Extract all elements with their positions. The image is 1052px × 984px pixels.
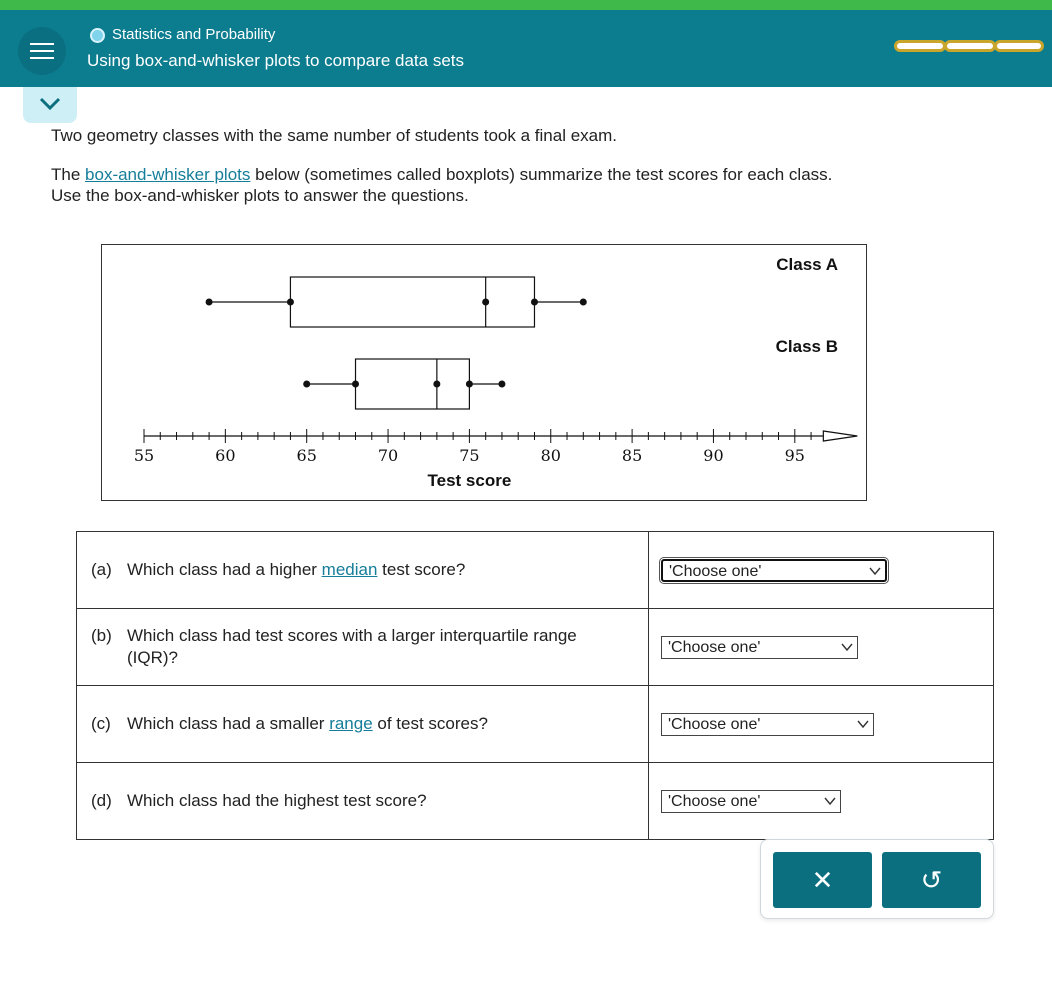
- answer-select-value: 'Choose one': [668, 792, 761, 810]
- term-link[interactable]: range: [329, 714, 373, 733]
- q3-point: [466, 381, 473, 388]
- answer-select-value: 'Choose one': [668, 638, 761, 656]
- intro-text: Two geometry classes with the same number of students took a final exam.: [51, 126, 617, 145]
- x-axis-title: Test score: [427, 471, 512, 490]
- answer-cell: [649, 532, 994, 609]
- instructions-text: [51, 164, 931, 206]
- tick-label: 60: [215, 446, 236, 465]
- median-point: [482, 299, 489, 306]
- clear-button[interactable]: [773, 852, 872, 908]
- tick-label: 95: [784, 446, 805, 465]
- series-label: Class A: [776, 255, 838, 274]
- term-link[interactable]: median: [321, 560, 378, 579]
- hamburger-icon-line: [30, 50, 54, 52]
- header-bar: [0, 10, 1052, 87]
- progress-segment: [944, 40, 996, 52]
- axis-arrow: [823, 431, 857, 441]
- max-point: [498, 381, 505, 388]
- q1-point: [287, 299, 294, 306]
- question-text-pre: Which class had a higher: [127, 560, 322, 579]
- intro-prefix: The: [51, 165, 86, 184]
- reset-button[interactable]: [882, 852, 981, 908]
- progress-segment: [994, 40, 1044, 52]
- close-icon: ✕: [811, 865, 834, 895]
- min-point: [303, 381, 310, 388]
- question-cell: [77, 609, 649, 686]
- question-text-pre: Which class had the highest test score?: [127, 791, 427, 810]
- answer-select[interactable]: [661, 559, 887, 582]
- question-row: [77, 609, 994, 686]
- series-label: Class B: [775, 337, 838, 356]
- question-text-post: test score?: [377, 560, 466, 579]
- question-letter: (d): [91, 791, 112, 810]
- boxplot-svg: [102, 245, 868, 502]
- question-text: [127, 790, 617, 812]
- collapse-toggle[interactable]: [23, 87, 77, 123]
- question-cell: [77, 532, 649, 609]
- chevron-down-icon: [39, 97, 61, 111]
- answer-cell: [649, 763, 994, 840]
- question-text-pre: Which class had a smaller: [127, 714, 330, 733]
- answer-select-value: 'Choose one': [669, 562, 762, 580]
- question-cell: [77, 686, 649, 763]
- question-letter: (c): [91, 714, 111, 733]
- tick-label: 85: [621, 446, 643, 465]
- menu-button[interactable]: [18, 27, 66, 75]
- boxplot-link[interactable]: box-and-whisker plots: [85, 165, 251, 184]
- hamburger-icon: [30, 43, 54, 45]
- chevron-down-icon: [869, 567, 881, 576]
- circle-icon: [90, 28, 105, 43]
- question-text: [127, 559, 617, 581]
- answer-cell: [649, 609, 994, 686]
- tick-label: 55: [133, 446, 155, 465]
- top-accent-stripe: [0, 0, 1052, 10]
- q1-point: [352, 381, 359, 388]
- q3-point: [531, 299, 538, 306]
- question-letter: (a): [91, 560, 112, 579]
- boxplot-chart: [101, 244, 867, 501]
- tick-label: 80: [540, 446, 561, 465]
- subject-title: Statistics and Probability: [112, 26, 276, 43]
- answer-select-value: 'Choose one': [668, 715, 761, 733]
- question-letter: (b): [91, 626, 112, 645]
- question-row: [77, 532, 994, 609]
- question-row: [77, 763, 994, 840]
- progress-segment: [894, 40, 946, 52]
- iqr-box: [290, 277, 534, 327]
- tick-label: 65: [296, 446, 317, 465]
- tick-label: 75: [459, 446, 480, 465]
- hamburger-icon-line: [30, 57, 54, 59]
- answer-cell: [649, 686, 994, 763]
- answer-select[interactable]: [661, 790, 841, 813]
- answer-select[interactable]: [661, 636, 858, 659]
- tick-label: 70: [377, 446, 399, 465]
- chevron-down-icon: [841, 643, 853, 652]
- intro-suffix: below (sometimes called boxplots) summarize the test scores for each class.: [250, 165, 833, 184]
- min-point: [206, 299, 213, 306]
- chevron-down-icon: [824, 797, 836, 806]
- topic-title: Using box-and-whisker plots to compare data sets: [87, 51, 465, 70]
- max-point: [580, 299, 587, 306]
- question-text: [127, 625, 617, 669]
- chevron-down-icon: [857, 720, 869, 729]
- reset-icon: ↺: [920, 865, 943, 895]
- question-text-pre: Which class had test scores with a larger interquartile range (IQR)?: [127, 626, 577, 667]
- question-text-post: of test scores?: [372, 714, 488, 733]
- median-point: [433, 381, 440, 388]
- questions-table: [76, 531, 994, 840]
- question-row: [77, 686, 994, 763]
- instructions-line: Use the box-and-whisker plots to answer the questions.: [51, 186, 469, 205]
- action-panel: [760, 839, 994, 919]
- iqr-box: [356, 359, 470, 409]
- tick-label: 90: [703, 446, 724, 465]
- question-cell: [77, 763, 649, 840]
- progress-bar: [894, 40, 1044, 52]
- question-text: [127, 713, 617, 735]
- answer-select[interactable]: [661, 713, 874, 736]
